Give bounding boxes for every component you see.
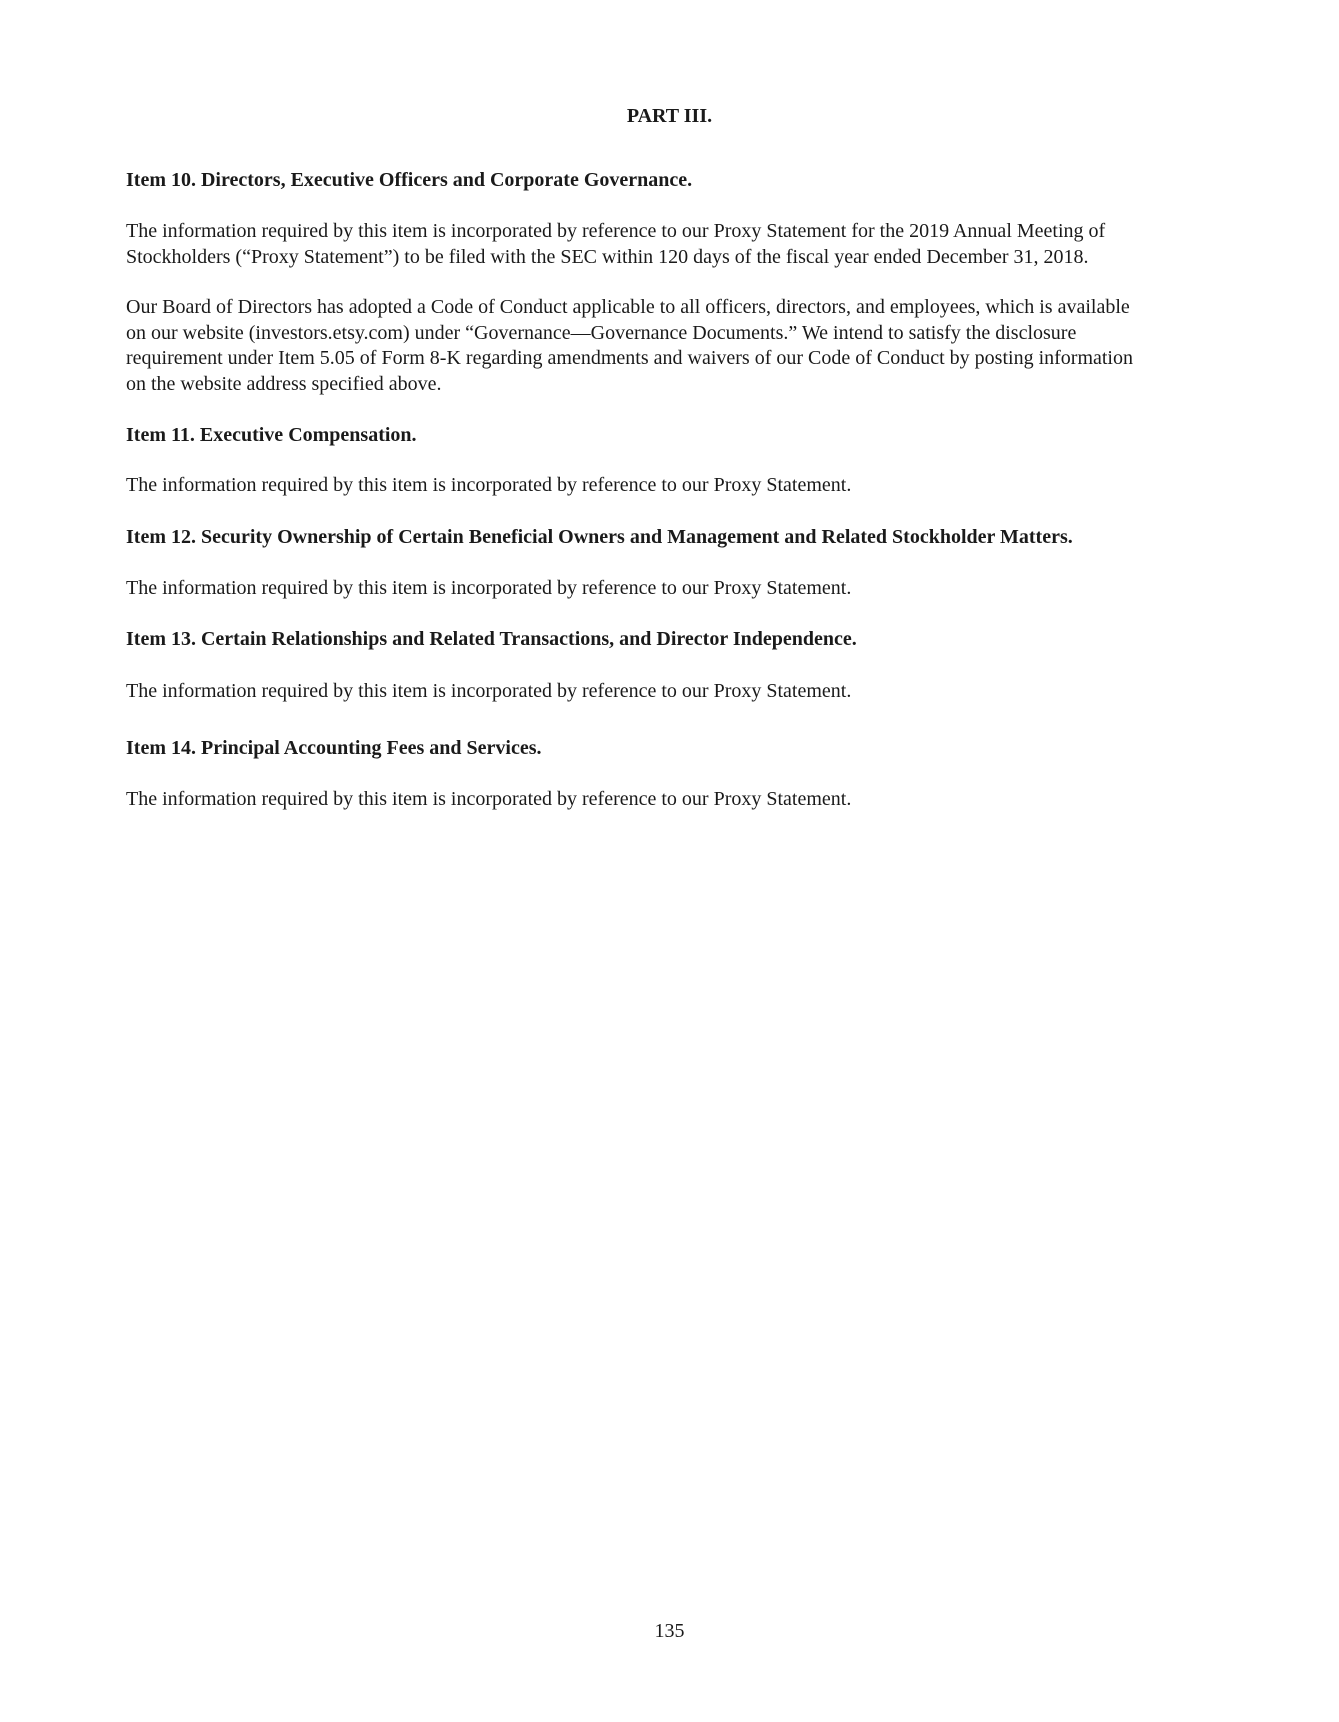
paragraph-line: on our website (investors.etsy.com) under “Governance—Governance Documents.” We intend to satisfy the disclosure [126, 321, 1077, 344]
item-14-paragraph [126, 787, 1216, 813]
item-11-paragraph [126, 473, 1216, 499]
item-12-paragraph [126, 576, 1216, 602]
paragraph-line: The information required by this item is incorporated by reference to our Proxy Statement. [126, 577, 852, 599]
paragraph-line: Our Board of Directors has adopted a Code of Conduct applicable to all officers, directors, and employees, which is available [126, 296, 1130, 318]
paragraph-line: Stockholders (“Proxy Statement”) to be filed with the SEC within 120 days of the fiscal year ended December 31, 2018. [126, 245, 1089, 268]
item-10-heading: Item 10. Directors, Executive Officers and Corporate Governance. [126, 169, 693, 191]
item-13-heading: Item 13. Certain Relationships and Related Transactions, and Director Independence. [126, 628, 857, 650]
item-11-heading: Item 11. Executive Compensation. [126, 424, 417, 446]
item-12-heading: Item 12. Security Ownership of Certain Beneficial Owners and Management and Related Stockholder Matters. [126, 526, 1073, 548]
item-10-paragraph-2 [126, 295, 1216, 397]
part-title: PART III. [626, 105, 713, 127]
paragraph-line: on the website address specified above. [126, 372, 442, 395]
paragraph-line: The information required by this item is incorporated by reference to our Proxy Statement. [126, 788, 852, 810]
paragraph-line: The information required by this item is incorporated by reference to our Proxy Statement. [126, 680, 852, 702]
item-10-paragraph-1 [126, 219, 1216, 270]
paragraph-line: The information required by this item is incorporated by reference to our Proxy Statement for the 2019 Annual Meeting of [126, 220, 1106, 242]
paragraph-line: The information required by this item is incorporated by reference to our Proxy Statement. [126, 474, 852, 496]
page-number: 135 [654, 1620, 685, 1642]
item-14-heading: Item 14. Principal Accounting Fees and Services. [126, 737, 542, 759]
item-13-paragraph [126, 679, 1216, 705]
paragraph-line: requirement under Item 5.05 of Form 8-K regarding amendments and waivers of our Code of Conduct by posting information [126, 347, 1133, 369]
